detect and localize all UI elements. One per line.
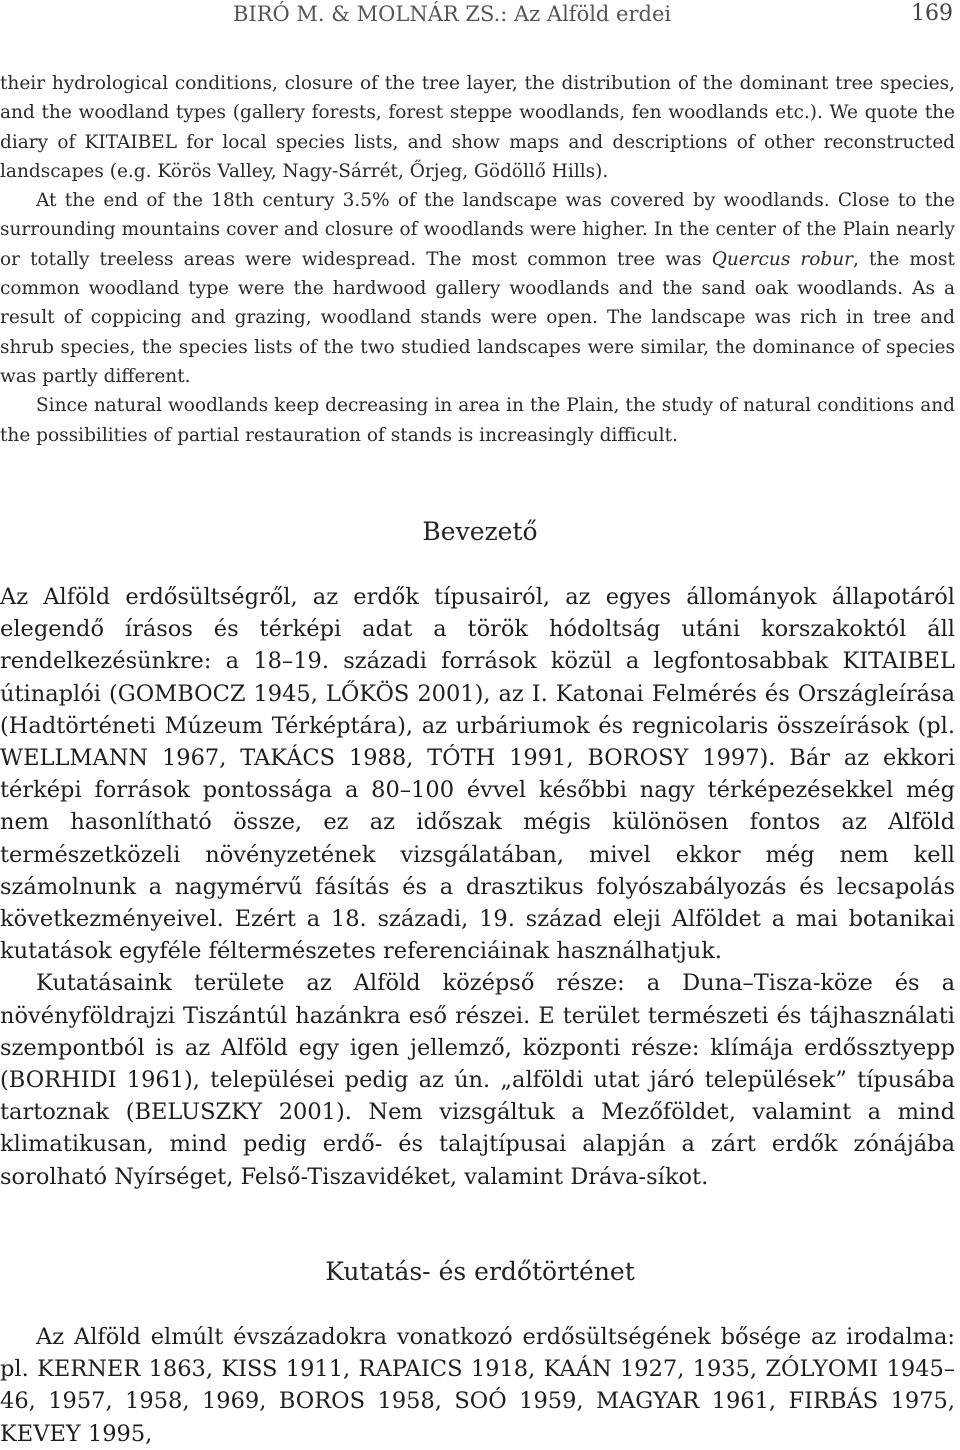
short-title: : Az Alföld erdei [500, 2, 672, 26]
body-text: 1958, [365, 1388, 455, 1415]
intro-paragraph-2 [0, 967, 955, 1192]
author-ref: KERNER [37, 1356, 141, 1383]
ampersand: & [324, 2, 357, 26]
author-ref: ZÓLYOMI [765, 1356, 879, 1383]
author-ref: SOÓ [454, 1388, 507, 1415]
body-text: 1961), települései pedig az ún. „alföldi utat járó települések” típusába tartoznak ( [0, 1067, 955, 1126]
page-number: 169 [911, 1, 953, 26]
body-text: 1961, [699, 1388, 789, 1415]
author-ref: KITAIBEL [842, 648, 955, 675]
author-ref: LŐKÖS [325, 680, 410, 707]
body-text: 1945, [245, 680, 326, 707]
summary-paragraph-1 [0, 69, 955, 186]
author-ref: RAPAICS [358, 1356, 463, 1383]
author-ref: KAÁN [543, 1356, 612, 1383]
body-text: 1991, [495, 745, 588, 772]
author-ref: FIRBÁS [788, 1388, 879, 1415]
author-1: BIRÓ M. [233, 2, 325, 26]
body-text: Kutatásaink területe az Alföld középső része: a Duna–Tisza-köze és a növényföldrajzi Tiszántúl hazánkra eső részei. E terület természeti és tájhasználati szempontból is az Alföld egy igen jellemző, központi része: klímája erdőssztyepp ( [0, 970, 955, 1094]
body-text: 2001). Nem vizsgáltuk a Mezőföldet, valamint a mind klimatikusan, mind pedig erdő- és talajtípusai alapján a zárt erdők zónájába sorolható Nyírséget, Felső-Tiszavidéket, valamint Dráva-síkot. [0, 1099, 955, 1190]
author-ref: BELUSZKY [134, 1099, 263, 1126]
section-intro-body [0, 581, 955, 1193]
section-heading-history: Kutatás- és erdőtörténet [325, 1257, 635, 1286]
body-text: 1945–46, 1957, 1958, 1969, [0, 1356, 956, 1415]
author-ref: TAKÁCS [240, 745, 336, 772]
body-text: Az Alföld elmúlt évszázadokra vonatkozó erdősültségének bősége az irodalma: pl. [0, 1324, 955, 1383]
body-text: 1863, [140, 1356, 222, 1383]
body-text: 1975, [878, 1388, 956, 1415]
summary-paragraph-3: Since natural woodlands keep decreasing in area in the Plain, the study of natural conditions and the possibilities of partial restauration of stands is increasingly difficult. [0, 395, 955, 446]
author-ref: WELLMANN [0, 745, 149, 772]
body-text: 1959, [506, 1388, 597, 1415]
running-head [0, 0, 960, 32]
body-text: 1995, [80, 1420, 153, 1447]
body-text: 1918, [462, 1356, 544, 1383]
body-text: 1927, 1935, [611, 1356, 766, 1383]
summary-text: for local species lists, and show maps and descriptions of other reconstructed landscapes (e.g. Körös Valley, Nagy-Sárrét, Őrjeg, Gödöllő Hills). [0, 131, 955, 182]
summary-text: At the end of the 18th century 3.5% of the landscape was covered by woodlands. Close to the surrounding mountains cover and closure of woodlands were higher. In the center of the Plain nearly or totally treeless areas were widespread. The most common tree was [0, 190, 955, 270]
intro-paragraph-1 [0, 581, 955, 967]
summary-text: their hydrological conditions, closure of the tree layer, the distribution of the dominant tree species, and the woodland types (gallery forests, forest steppe woodlands, fen woodlands etc.). We quote the diary of [0, 73, 955, 153]
body-text: 1988, [335, 745, 428, 772]
author-ref: BOROS [278, 1388, 366, 1415]
author-ref: KEVEY [0, 1420, 81, 1447]
history-paragraph-1 [0, 1321, 955, 1450]
section-history-body [0, 1321, 955, 1450]
body-text: 1967, [148, 745, 241, 772]
author-ref: BOROSY [587, 745, 689, 772]
summary-paragraph-2 [0, 186, 955, 391]
author-ref: GOMBOCZ [117, 680, 246, 707]
section-heading-intro: Bevezető [422, 517, 538, 546]
body-text: Az Alföld erdősültségről, az erdők típusairól, az egyes állományok állapotáról elegendő írásos és térképi adat a török hódoltság utáni korszakoktól áll rendelkezésünkre: a 18–19. századi források közül a legfontosabbak [0, 584, 955, 675]
author-ref: KITAIBEL [84, 131, 178, 153]
author-ref: KISS [221, 1356, 278, 1383]
english-summary [0, 69, 955, 450]
species-name: Quercus robur [711, 248, 854, 270]
body-text: 2001), az I. Katonai Felmérés és Országleírása (Hadtörténeti Múzeum Térképtára), az urbáriumok és regnicolaris összeírások (pl. [0, 680, 955, 739]
author-2: MOLNÁR ZS. [356, 2, 501, 26]
running-title [233, 0, 671, 28]
body-text: 1997). Bár az ekkori térképi források pontossága a 80–100 évvel későbbi nagy térképezésekkel még nem hasonlítható össze, ez az időszak mégis különösen fontos az Alföld természetközeli növényzetének vizsgálatában, mivel ekkor még nem kell számolnunk a nagymérvű fásítás és a drasztikus folyószabályozás és lecsapolás következményeivel. Ezért a 18. századi, 19. század eleji Alföldet a mai botanikai kutatások egyféle féltermészetes referenciáinak használhatjuk. [0, 745, 956, 965]
author-ref: MAGYAR [596, 1388, 700, 1415]
body-text: 1911, [277, 1356, 359, 1383]
author-ref: TÓTH [427, 745, 496, 772]
body-text: útinaplói ( [0, 680, 118, 707]
author-ref: BORHIDI [8, 1067, 117, 1094]
summary-text: , the most common woodland type were the hardwood gallery woodlands and the sand oak woodlands. As a result of coppicing and grazing, woodland stands were open. The landscape was rich in tree and shrub species, the species lists of the two studied landscapes were similar, the dominance of species was partly different. [0, 248, 955, 387]
